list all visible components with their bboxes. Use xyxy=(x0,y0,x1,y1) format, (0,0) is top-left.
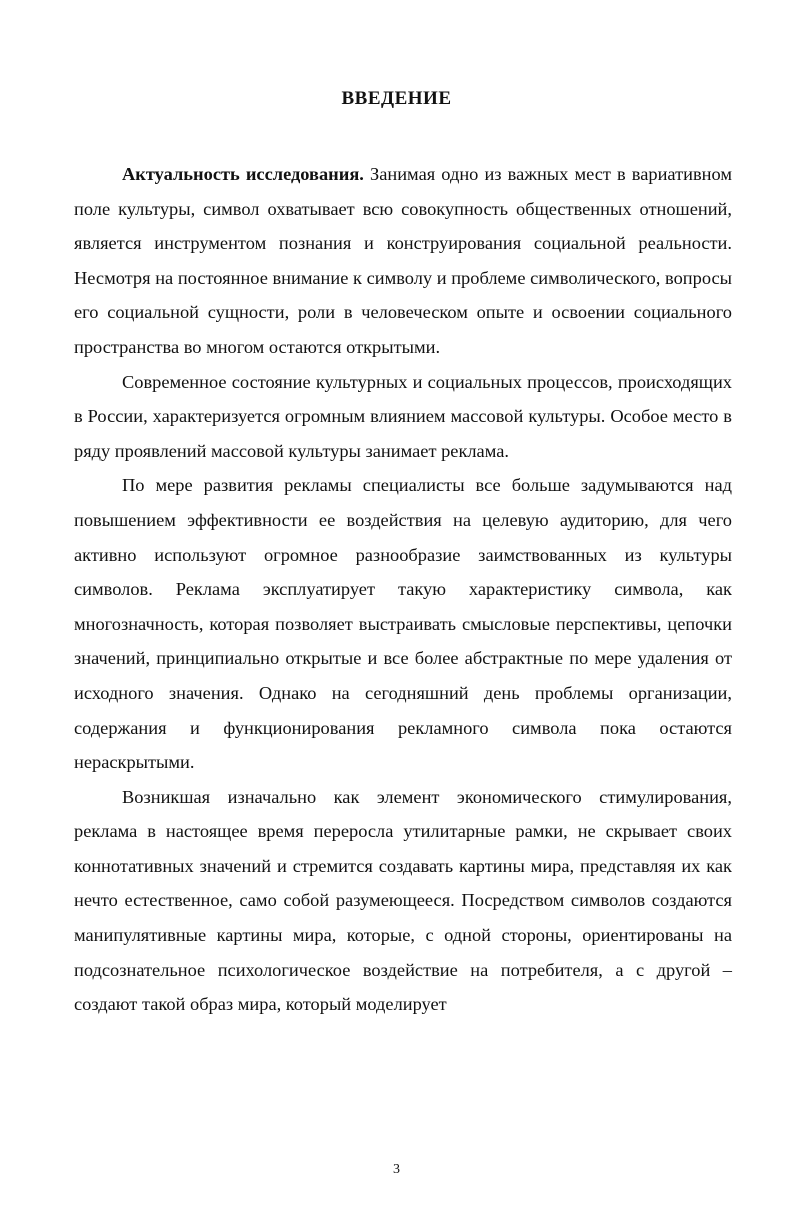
paragraph-text: Занимая одно из важных мест в вариативном поле культуры, символ охватывает всю совокупность общественных отношений, является инструментом познания и конструирования социальной реальности. Несмотря на постоянное внимание к символу и проблеме символического, вопросы его социальной сущности, роли в человеческом опыте и освоении социального пространства во многом остаются открытыми. xyxy=(74,164,732,357)
paragraph-3: По мере развития рекламы специалисты все больше задумываются над повышением эффективности ее воздействия на целевую аудиторию, для чего активно используют огромное разнообразие заимствованных из культуры символов. Реклама эксплуатирует такую характеристику символа, как многозначность, которая позволяет выстраивать смысловые перспективы, цепочки значений, принципиально открытые и все более абстрактные по мере удаления от исходного значения. Однако на сегодняшний день проблемы организации, содержания и функционирования рекламного символа пока остаются нераскрытыми. xyxy=(74,475,732,773)
page-number: 3 xyxy=(393,1162,400,1177)
section-heading: ВВЕДЕНИЕ xyxy=(341,88,452,109)
paragraph-1 xyxy=(74,157,732,365)
body-text xyxy=(74,157,732,1022)
paragraph-2: Современное состояние культурных и социальных процессов, происходящих в России, характеризуется огромным влиянием массовой культуры. Особое место в ряду проявлений массовой культуры занимает реклама. xyxy=(74,371,732,461)
paragraph-lead: Актуальность исследования. xyxy=(122,164,364,184)
paragraph-4: Возникшая изначально как элемент экономического стимулирования, реклама в настоящее время переросла утилитарные рамки, не скрывает своих коннотативных значений и стремится создавать картины мира, представляя их как нечто естественное, само собой разумеющееся. Посредством символов создаются манипулятивные картины мира, которые, с одной стороны, ориентированы на подсознательное психологическое воздействие на потребителя, а с другой – создают такой образ мира, который моделирует xyxy=(74,786,732,1015)
